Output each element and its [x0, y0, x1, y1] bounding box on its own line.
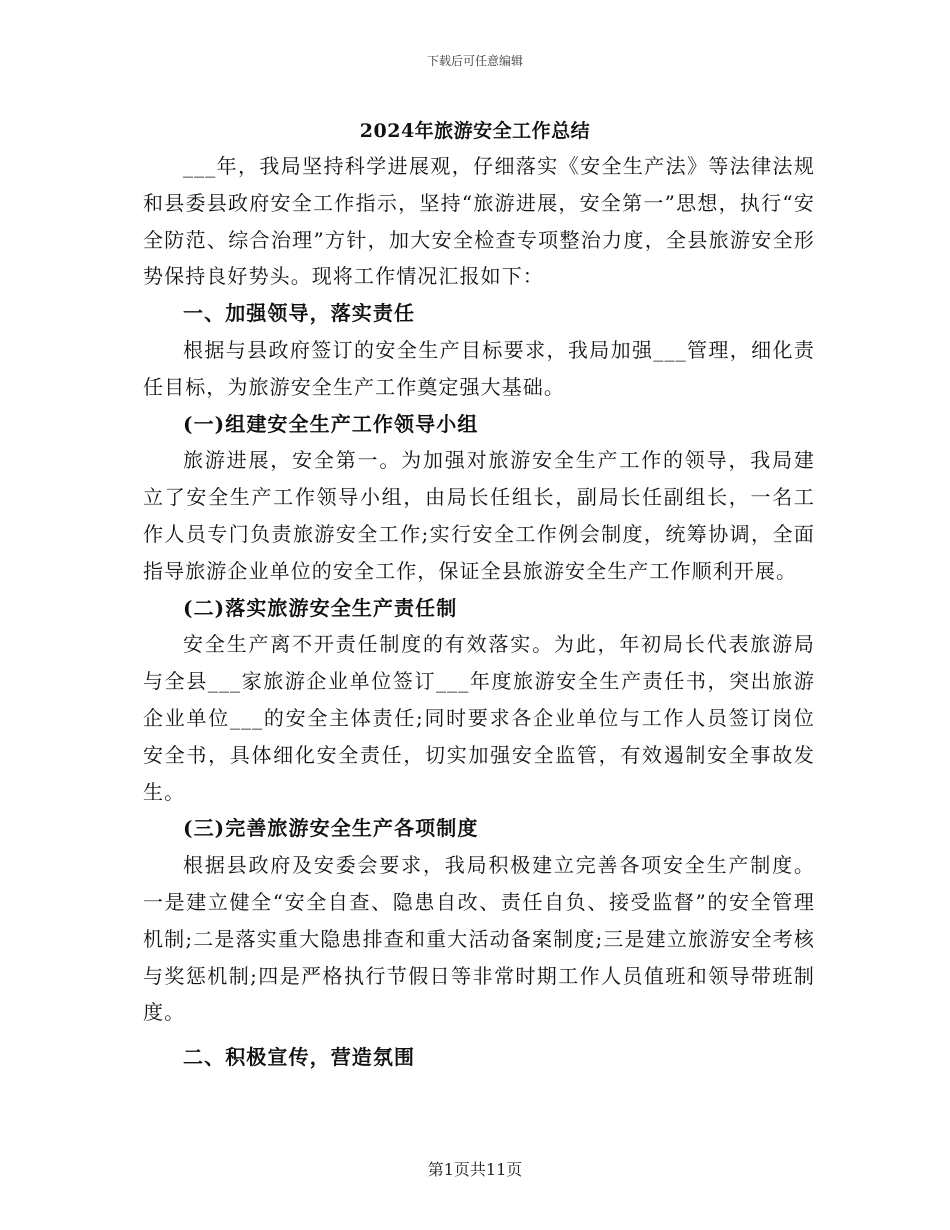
- section-2-heading: 二、积极宣传，营造氛围: [183, 1045, 416, 1070]
- subsection-3-paragraph: 根据县政府及安委会要求，我局积极建立完善各项安全生产制度。一是建立健全“安全自查、隐患自改、责任自负、接受监督”的安全管理机制;二是落实重大隐患排查和重大活动备案制度;三是建立旅游安全考核与奖惩机制;四是严格执行节假日等非常时期工作人员值班和领导带班制度。: [143, 853, 815, 1025]
- page-footer-number: 第1页共11页: [427, 1160, 523, 1179]
- subsection-2-heading: (二)落实旅游安全生产责任制: [183, 595, 458, 620]
- section-1-heading: 一、加强领导，落实责任: [183, 301, 416, 326]
- document-body: [143, 148, 815, 1076]
- subsection-2-paragraph: 安全生产离不开责任制度的有效落实。为此，年初局长代表旅游局与全县___家旅游企业单位签订___年度旅游安全生产责任书，突出旅游企业单位___的安全主体责任;同时要求各企业单位与工作人员签订岗位安全书，具体细化安全责任，切实加强安全监管，有效遏制安全事故发生。: [143, 632, 815, 804]
- document-title: 2024年旅游安全工作总结: [359, 120, 591, 142]
- subsection-3-heading: (三)完善旅游安全生产各项制度: [183, 816, 479, 841]
- intro-paragraph: ___年，我局坚持科学进展观，仔细落实《安全生产法》等法律法规和县委县政府安全工作指示，坚持“旅游进展，安全第一”思想，执行“安全防范、综合治理”方针，加大安全检查专项整治力度，全县旅游安全形势保持良好势头。现将工作情况汇报如下：: [143, 154, 815, 289]
- subsection-1-paragraph: 旅游进展，安全第一。为加强对旅游安全生产工作的领导，我局建立了安全生产工作领导小组，由局长任组长，副局长任副组长，一名工作人员专门负责旅游安全工作;实行安全工作例会制度，统筹协调，全面指导旅游企业单位的安全工作，保证全县旅游安全生产工作顺利开展。: [143, 448, 815, 583]
- section-1-paragraph: 根据与县政府签订的安全生产目标要求，我局加强___管理，细化责任目标，为旅游安全生产工作奠定强大基础。: [143, 337, 815, 399]
- page-header-note: 下载后可任意编辑: [426, 54, 523, 68]
- subsection-1-heading: (一)组建安全生产工作领导小组: [183, 411, 479, 436]
